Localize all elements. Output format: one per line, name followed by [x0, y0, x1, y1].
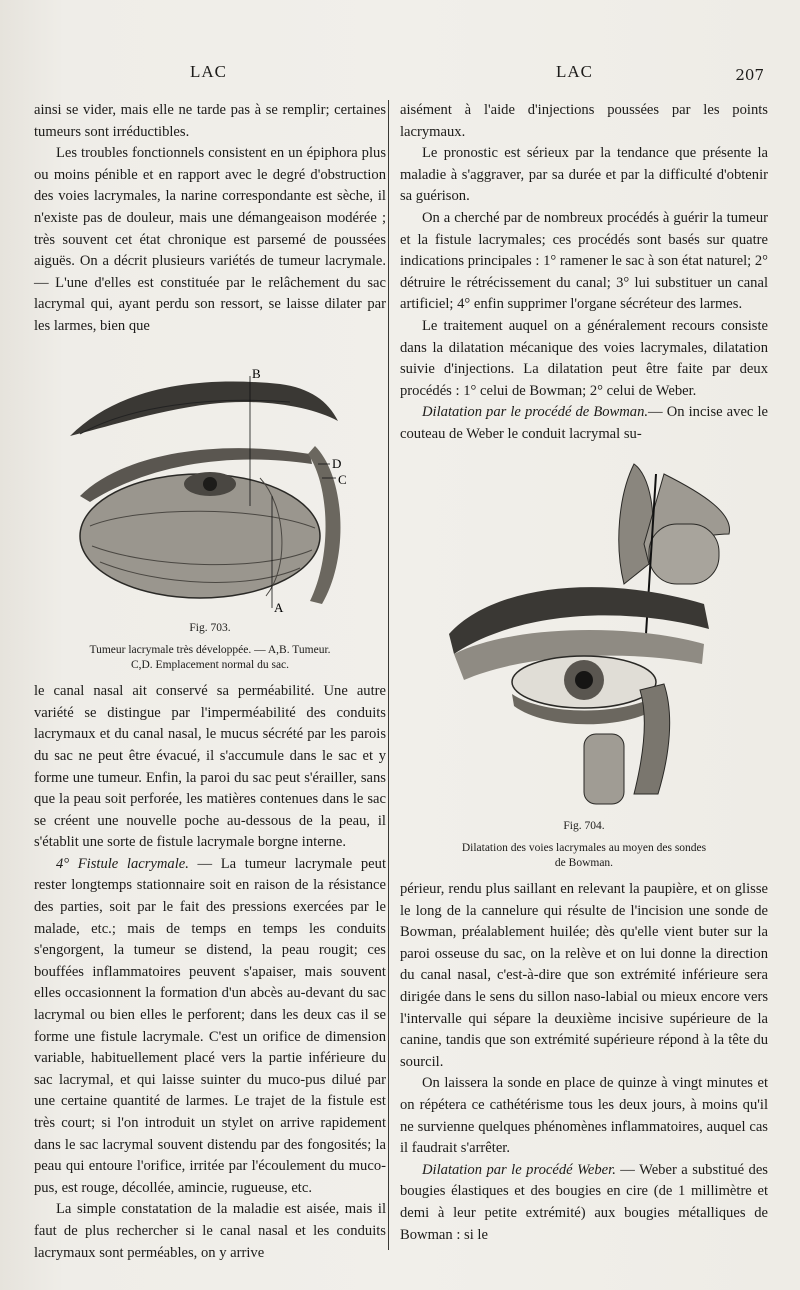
- caption-line: C,D. Emplacement normal du sac.: [130, 659, 290, 672]
- paragraph: périeur, rendu plus saillant en relevant la paupière, et on glisse le long de la cannelure qui résulte de l'incision une sonde de Bowman, préalablement huilée; dès qu'elle vient buter sur la paroi osseuse du sac, on la relève et on lui donne la direction du canal nasal, c'est-à-dire que son extrémité inférieure sera dirigée dans le sens du sillon naso-labial ou mieux encore vers l'intervalle qui sépare la deuxième incisive supérieure de la canine, tandis que son extrémité supérieure répond à la tête du sourcil.: [400, 881, 768, 1070]
- paragraph: Le pronostic est sérieux par la tendance que présente la maladie à s'aggraver, par sa durée et par la difficulté d'obtenir sa guérison.: [400, 145, 768, 205]
- left-column: [34, 100, 386, 1264]
- paragraph-text: — On incise avec le couteau de Weber le conduit lacrymal su-: [400, 404, 768, 442]
- fig-letter-b: B: [252, 365, 261, 381]
- fig-letter-c: C: [338, 471, 347, 487]
- paragraph: On laissera la sonde en place de quinze à vingt minutes et on répétera ce cathétérisme tous les deux jours, à moins qu'il ne survienne quelques phénomènes inflammatoires, auquel cas il faudrait s'arrêter.: [400, 1075, 768, 1157]
- paragraph: aisément à l'aide d'injections poussées par les points lacrymaux.: [400, 102, 768, 140]
- figure-caption: [414, 841, 754, 871]
- page-number: 207: [735, 66, 764, 84]
- figure-caption: [48, 643, 372, 673]
- caption-line: Tumeur lacrymale très développée. — A,B. Tumeur.: [89, 644, 331, 657]
- paragraph-text: — La tumeur lacrymale peut rester longtemps stationnaire soit en raison de la résistance des parties, soit par le fait des pressions exercées par le malade, etc.; mais de temps en temps les conduits s'engorgent, la tumeur se distend, la peau rougit; ces bouffées inflammatoires peuvent s'apaiser, mais souvent elles occasionnent la formation d'un abcès au-devant du sac lacrymal ou bien elles le perforent; dans les deux cas il se forme une fistule lacrymale. C'est un orifice de dimension variable, habituellement placé vers la partie inférieure du sac lacrymal, et qui laisse suinter du muco-pus dilué par une certaine quantité de larmes. Le trajet de la fistule est très court; si l'on introduit un stylet on arrive rapidement dans le sac lacrymal souvent distendu par des fongosités; la peau qui entoure l'orifice, irritée par l'écoulement du muco-pus, est rouge, décollée, amincie, rugueuse, etc.: [34, 855, 387, 1196]
- paragraph: [400, 1160, 768, 1246]
- running-head-left: LAC: [190, 62, 227, 81]
- tumor-eye-illustration: [60, 346, 360, 616]
- bowman-probe-illustration: [434, 454, 734, 814]
- figure-label: Fig. 704.: [563, 819, 605, 832]
- paragraph: ainsi se vider, mais elle ne tarde pas à se remplir; certaines tumeurs sont irréductibles.: [34, 102, 386, 140]
- fig-letter-d: D: [332, 455, 342, 471]
- running-head-right: LAC: [556, 62, 593, 81]
- figure-704: [400, 454, 768, 872]
- column-divider: [388, 100, 389, 1250]
- section-lead: 4° Fistule lacrymale.: [56, 855, 189, 872]
- paragraph: Le traitement auquel on a généralement recours consiste dans la dilatation mécanique des voies lacrymales, dilatation suivie d'injections. La dilatation peut être faite par deux procédés : 1° celui de Bowman; 2° celui de Weber.: [400, 317, 768, 399]
- paragraph: [34, 854, 386, 1200]
- paragraph: [400, 402, 768, 445]
- figure-703: [34, 346, 386, 674]
- paragraph: le canal nasal ait conservé sa perméabilité. Une autre variété se distingue par l'imperméabilité des conduits lacrymaux et du canal nasal, le mucus sécrété par les parois du sac ne peut être évacué, il s'accumule dans le sac et y forme une tumeur. Enfin, la paroi du sac peut s'érailler, sans que la peau soit perforée, les matières contenues dans le sac se créent une nouvelle poche au-dessous de la peau, il s'établit une sorte de fistule lacrymale borgne interne.: [34, 683, 386, 851]
- figure-label: Fig. 703.: [189, 621, 231, 634]
- paragraph: La simple constatation de la maladie est aisée, mais il faut de plus rechercher si le canal nasal et les conduits lacrymaux sont perméables, on y arrive: [34, 1201, 386, 1261]
- section-lead: Dilatation par le procédé Weber.: [422, 1161, 616, 1178]
- right-column: [400, 100, 768, 1246]
- caption-line: de Bowman.: [554, 857, 614, 870]
- fig-letter-a: A: [274, 599, 284, 615]
- section-lead: Dilatation par le procédé de Bowman.: [422, 404, 649, 421]
- paragraph: On a cherché par de nombreux procédés à guérir la tumeur et la fistule lacrymales; ces procédés sont basés sur quatre indications principales : 1° ramener le sac à son état naturel; 2° détruire le rétrécissement du canal; 3° lui substituer un canal artificiel; 4° enfin supprimer l'organe sécréteur des larmes.: [400, 209, 768, 313]
- caption-line: Dilatation des voies lacrymales au moyen des sondes: [461, 842, 707, 855]
- paragraph: Les troubles fonctionnels consistent en un épiphora plus ou moins pénible et en rapport avec le degré d'obstruction des voies lacrymales, la narine correspondante est sèche, il n'existe pas de douleur, mais une démangeaison modérée ; très souvent cet état chronique est parsemé de poussées aiguës. On a décrit plusieurs variétés de tumeur lacrymale. — L'une d'elles est constituée par le relâchement du sac lacrymal qui, ayant perdu son ressort, se laisse dilater par les larmes, bien que: [34, 145, 386, 334]
- paragraph-text: — Weber a substitué des bougies élastiques et des bougies en cire (de 1 millimètre et demi à leur petite extrémité) aux bougies métalliques de Bowman : si le: [400, 1161, 768, 1243]
